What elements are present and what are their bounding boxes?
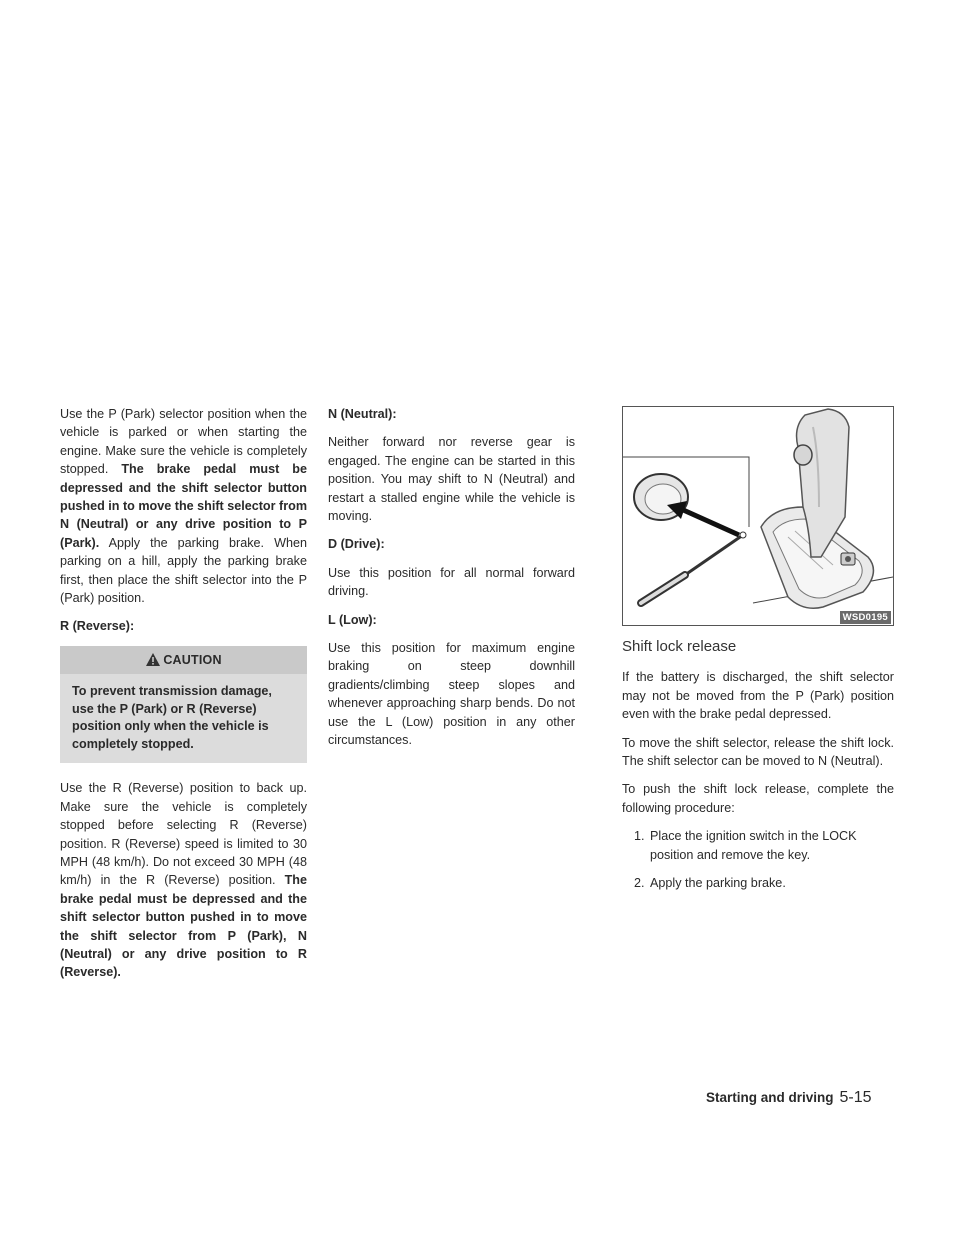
section-title: Shift lock release [622, 638, 737, 655]
column-right [622, 638, 894, 902]
step-number: 2. [634, 876, 645, 891]
shift-lock-illustration [622, 406, 894, 626]
drive-text: Use this position for all normal forward driving. [328, 565, 575, 599]
step-item [622, 874, 894, 892]
page-footer [706, 1089, 872, 1107]
step-item [622, 827, 894, 864]
shift-lock-p3: To push the shift lock release, complete the following procedure: [622, 782, 894, 815]
park-warning-text: The brake pedal must be depressed and the shift selector button pushed in to move the shift selector from N (Neutral) or any drive position to P (Park). [60, 462, 308, 550]
footer-section: Starting and driving [706, 1090, 834, 1105]
reverse-warning-text: The brake pedal must be depressed and the shift selector button pushed in to move the shift selector from P (Park), N (Neutral) or any drive position to R (Reverse). [60, 873, 307, 980]
reverse-heading: R (Reverse): [60, 619, 135, 634]
drive-heading: D (Drive): [328, 537, 385, 552]
neutral-heading: N (Neutral): [328, 407, 397, 421]
reverse-paragraph [60, 779, 307, 981]
caution-text: To prevent transmission damage, use the P (Park) or R (Reverse) position only when the vehicle is completely stopped. [72, 684, 272, 751]
park-tail-text: Apply the parking brake. When parking on a hill, apply the parking brake first, then place the shift selector into the P (Park) position. [60, 535, 307, 606]
low-text: Use this position for maximum engine braking on steep downhill gradients/climbing steep slopes and whenever approaching sharp bends. Do not use the L (Low) position in any other circumstances. [328, 641, 575, 748]
shift-lock-p1: If the battery is discharged, the shift selector may not be moved from the P (Park) position even with the brake pedal depressed. [622, 670, 894, 722]
step-text: Place the ignition switch in the LOCK position and remove the key. [650, 829, 857, 862]
step-text: Apply the parking brake. [650, 876, 786, 891]
page-number: 5-15 [839, 1089, 872, 1106]
park-paragraph [60, 405, 307, 607]
reverse-text: Use the R (Reverse) position to back up. Make sure the vehicle is completely stopped before selecting R (Reverse) position. R (Reverse) speed is limited to 30 MPH (48 km/h). Do not exceed 30 MPH (48 km/h) in the R (Reverse) position. [60, 781, 307, 888]
column-middle [328, 405, 575, 760]
caution-box [60, 646, 307, 763]
caution-label: CAUTION [163, 652, 222, 667]
park-intro-text: Use the P (Park) selector position when the vehicle is parked or when starting the engine. Make sure the vehicle is completely stopped. [60, 407, 307, 477]
column-left [60, 405, 307, 992]
low-heading: L (Low): [328, 612, 377, 627]
caution-title [60, 646, 307, 674]
procedure-steps [622, 827, 894, 892]
neutral-text: Neither forward nor reverse gear is engaged. The engine can be started in this position. You may shift to N (Neutral) and restart a stalled engine while the vehicle is moving. [328, 435, 575, 524]
shift-selector-drawing [623, 407, 893, 625]
shift-lock-p2: To move the shift selector, release the shift lock. The shift selector can be moved to N (Neutral). [622, 735, 894, 769]
step-number: 1. [634, 829, 645, 844]
warning-icon [145, 652, 161, 667]
figure-code: WSD0195 [840, 611, 891, 624]
